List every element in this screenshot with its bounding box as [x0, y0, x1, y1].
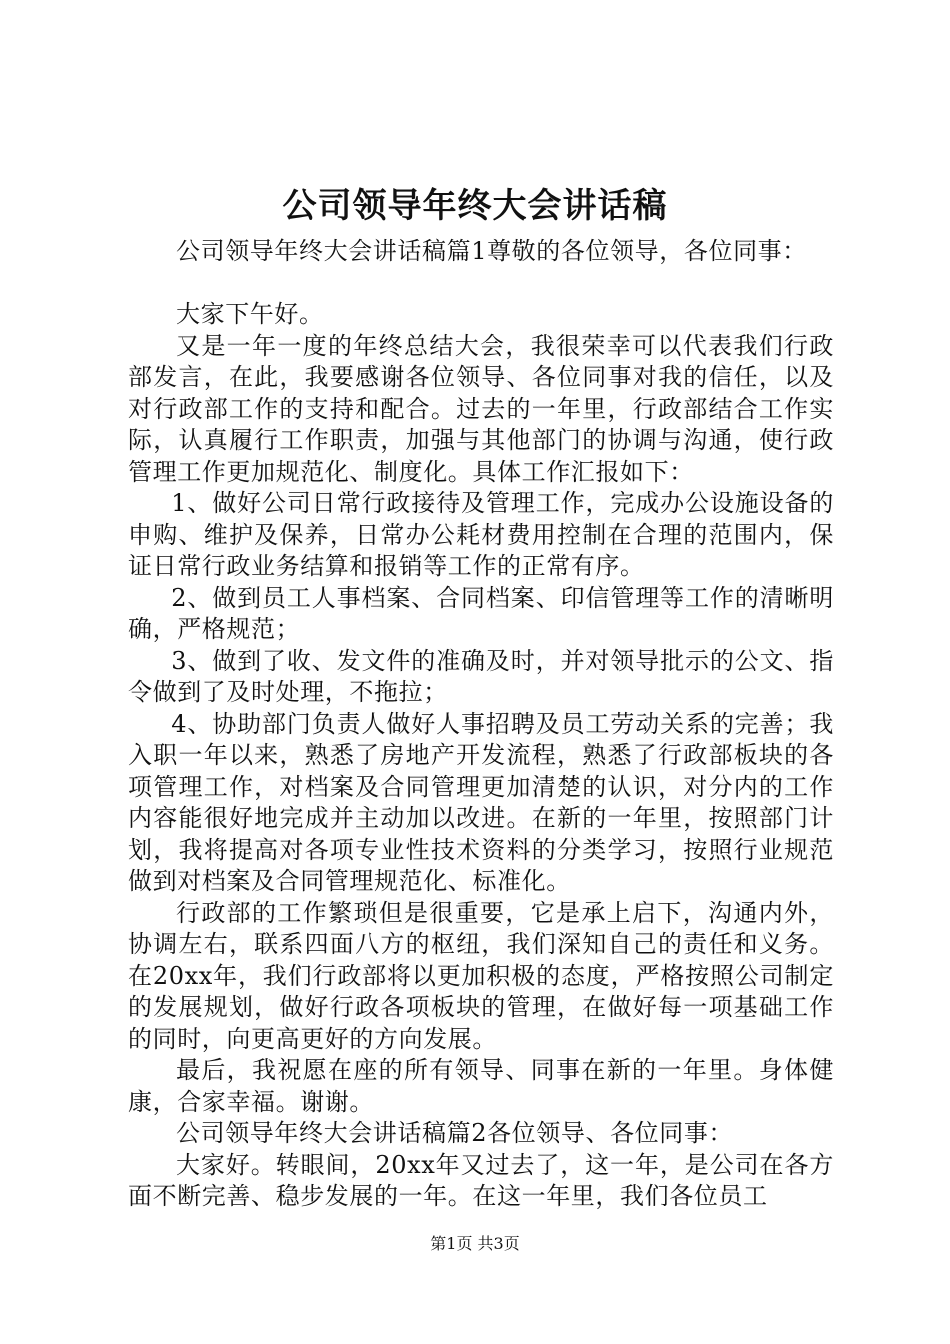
paragraph-opening: 又是一年一度的年终总结大会，我很荣幸可以代表我们行政部发言，在此，我要感谢各位领导、各位同事对我的信任，以及对行政部工作的支持和配合。过去的一年里，行政部结合工作实际，认真履行工作职责，加强与其他部门的协调与沟通，使行政管理工作更加规范化、制度化。具体工作汇报如下：	[128, 331, 834, 486]
paragraph-intro: 公司领导年终大会讲话稿篇1尊敬的各位领导，各位同事：	[176, 237, 807, 265]
paragraph-department: 行政部的工作繁琐但是很重要，它是承上启下，沟通内外，协调左右，联系四面八方的枢纽，我们深知自己的责任和义务。在20xx年，我们行政部将以更加积极的态度，严格按照公司制定的发展规划，做好行政各项板块的管理，在做好每一项基础工作的同时，向更高更好的方向发展。	[128, 898, 834, 1053]
paragraph-greeting: 大家下午好。	[176, 300, 324, 328]
paragraph-item-4: 4、协助部门负责人做好人事招聘及员工劳动关系的完善；我入职一年以来，熟悉了房地产开发流程，熟悉了行政部板块的各项管理工作，对档案及合同管理更加清楚的认识，对分内的工作内容能很好地完成并主动加以改进。在新的一年里，按照部门计划，我将提高对各项专业性技术资料的分类学习，按照行业规范做到对档案及合同管理规范化、标准化。	[128, 709, 834, 895]
paragraph-item-1: 1、做好公司日常行政接待及管理工作，完成办公设施设备的申购、维护及保养，日常办公耗材费用控制在合理的范围内，保证日常行政业务结算和报销等工作的正常有序。	[128, 489, 834, 580]
document-title: 公司领导年终大会讲话稿	[282, 186, 668, 226]
paragraph-item-2: 2、做到员工人事档案、合同档案、印信管理等工作的清晰明确，严格规范；	[128, 583, 834, 643]
paragraph-item-3: 3、做到了收、发文件的准确及时，并对领导批示的公文、指令做到了及时处理，不拖拉；	[128, 646, 834, 706]
page-number-footer: 第1页 共3页	[430, 1234, 520, 1253]
paragraph-speech-2-opening: 大家好。转眼间，20xx年又过去了，这一年，是公司在各方面不断完善、稳步发展的一年。在这一年里，我们各位员工	[128, 1150, 834, 1210]
paragraph-closing: 最后，我祝愿在座的所有领导、同事在新的一年里。身体健康，合家幸福。谢谢。	[128, 1056, 834, 1116]
document-body	[128, 236, 834, 1213]
paragraph-speech-2-heading: 公司领导年终大会讲话稿篇2各位领导、各位同事：	[176, 1119, 734, 1147]
